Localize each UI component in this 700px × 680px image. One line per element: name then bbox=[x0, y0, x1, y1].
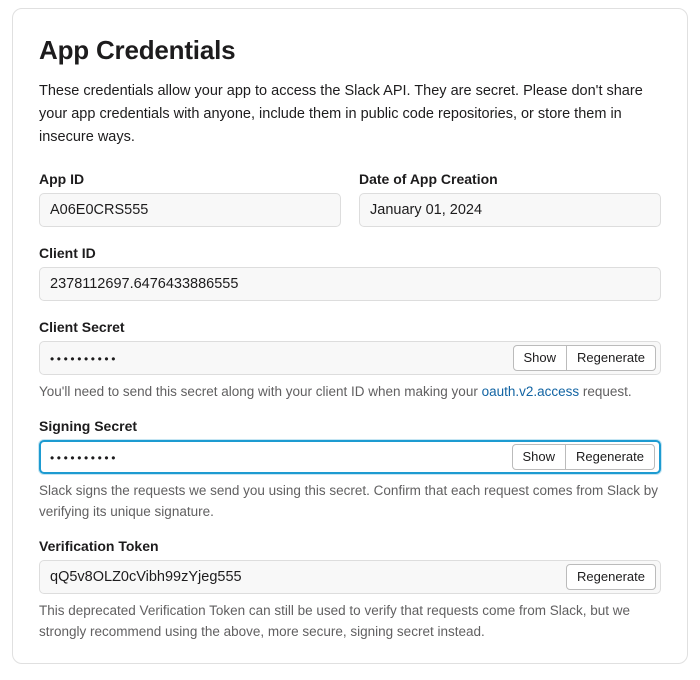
client-secret-regenerate-button[interactable]: Regenerate bbox=[566, 345, 656, 371]
signing-secret-label: Signing Secret bbox=[39, 418, 138, 434]
signing-secret-regenerate-button[interactable]: Regenerate bbox=[565, 444, 655, 470]
app-id-field-group bbox=[39, 171, 341, 227]
signing-secret-helper: Slack signs the requests we send you using this secret. Confirm that each request comes from Slack by verifying its unique signature. bbox=[39, 483, 659, 519]
verification-token-value: qQ5v8OLZ0cVibh99zYjeg555 bbox=[50, 569, 242, 585]
client-id-input[interactable] bbox=[39, 267, 661, 301]
date-of-creation-value: January 01, 2024 bbox=[370, 202, 483, 218]
client-secret-actions bbox=[513, 345, 656, 371]
verification-token-actions bbox=[566, 564, 656, 590]
oauth-access-link[interactable]: oauth.v2.access bbox=[481, 384, 580, 399]
client-secret-helper-prefix: You'll need to send this secret along with your client ID when making your bbox=[39, 384, 482, 399]
client-id-label: Client ID bbox=[39, 245, 96, 261]
verification-token-field-group bbox=[39, 538, 661, 642]
client-id-value: 2378112697.6476433886555 bbox=[50, 276, 239, 292]
date-of-creation-input[interactable] bbox=[359, 193, 661, 227]
app-id-creation-row bbox=[39, 171, 661, 227]
client-secret-value: •••••••••• bbox=[50, 352, 119, 366]
app-id-input[interactable] bbox=[39, 193, 341, 227]
signing-secret-field-group bbox=[39, 418, 661, 522]
app-id-label: App ID bbox=[39, 171, 85, 187]
client-secret-input[interactable] bbox=[39, 341, 661, 375]
verification-token-label: Verification Token bbox=[39, 538, 159, 554]
client-secret-label: Client Secret bbox=[39, 319, 125, 335]
signing-secret-input[interactable] bbox=[39, 440, 661, 474]
date-of-creation-field-group bbox=[359, 171, 661, 227]
date-of-creation-label: Date of App Creation bbox=[359, 171, 498, 187]
signing-secret-show-button[interactable]: Show bbox=[512, 444, 567, 470]
verification-token-input[interactable] bbox=[39, 560, 661, 594]
page-title: App Credentials bbox=[39, 35, 236, 65]
client-secret-field-group bbox=[39, 319, 661, 402]
signing-secret-actions bbox=[512, 444, 655, 470]
client-id-field-group bbox=[39, 245, 661, 301]
signing-secret-value: •••••••••• bbox=[50, 451, 119, 465]
verification-token-regenerate-button[interactable]: Regenerate bbox=[566, 564, 656, 590]
app-credentials-card bbox=[12, 8, 688, 664]
verification-token-helper: This deprecated Verification Token can still be used to verify that requests come from Slack, but we strongly recommend using the above, more secure, signing secret instead. bbox=[39, 603, 631, 639]
client-secret-helper-suffix: request. bbox=[579, 384, 632, 399]
client-secret-helper bbox=[39, 381, 661, 402]
client-secret-show-button[interactable]: Show bbox=[513, 345, 568, 371]
intro-text: These credentials allow your app to access the Slack API. They are secret. Please don't share your app credentials with anyone, include them in public code repositories, or store them in insecure ways. bbox=[39, 83, 643, 145]
app-id-value: A06E0CRS555 bbox=[50, 202, 149, 218]
